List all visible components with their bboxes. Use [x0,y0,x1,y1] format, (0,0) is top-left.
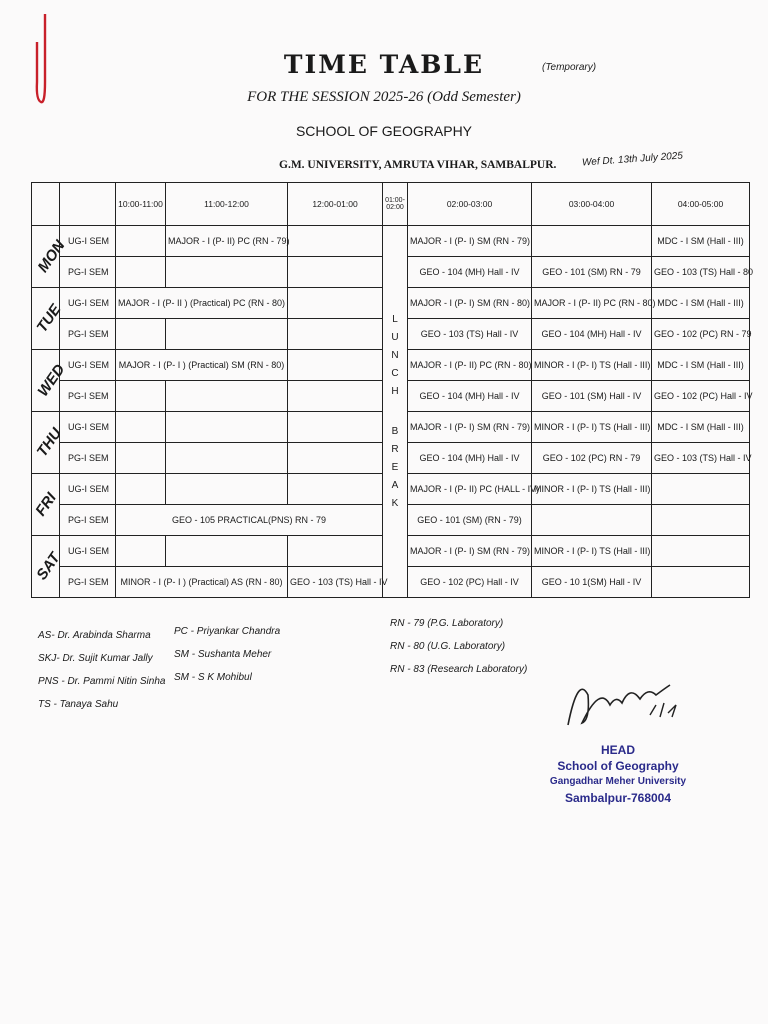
slot-cell: MINOR - I (P- I) TS (Hall - III) [532,412,652,443]
school-name: SCHOOL OF GEOGRAPHY [295,123,473,139]
wef-date: Wef Dt. 13th July 2025 [581,150,684,169]
slot-cell: GEO - 102 (PC) RN - 79 [532,443,652,474]
legend-item: PC - Priyankar Chandra [174,626,281,637]
session-line: FOR THE SESSION 2025-26 (Odd Semester) [247,89,521,105]
sem-label: PG-I SEM [60,319,116,350]
slot-cell: MINOR - I (P- I ) (Practical) AS (RN - 80) [116,567,288,598]
slot-cell: MDC - I SM (Hall - III) [652,288,750,319]
sem-label: PG-I SEM [60,505,116,536]
slot-cell: GEO - 104 (MH) Hall - IV [408,443,532,474]
time-header: 03:00-04:00 [532,183,652,226]
legend-item: RN - 83 (Research Laboratory) [390,664,528,675]
legend-teachers-2 [174,620,280,689]
sem-label: UG-I SEM [60,412,116,443]
slot-cell: GEO - 103 (TS) Hall - IV [408,319,532,350]
slot-cell: GEO - 103 (TS) Hall - IV [288,567,383,598]
sem-label: PG-I SEM [60,567,116,598]
university-name: G.M. UNIVERSITY, AMRUTA VIHAR, SAMBALPUR. [279,159,557,171]
temporary-note: (Temporary) [542,62,597,73]
signature [560,665,690,735]
slot-cell: MDC - I SM (Hall - III) [652,226,750,257]
day-label: MON [32,226,60,288]
sem-label: PG-I SEM [60,443,116,474]
sem-label: UG-I SEM [60,350,116,381]
slot-cell: MINOR - I (P- I) TS (Hall - III) [532,536,652,567]
table-row [32,226,750,257]
legend-item: RN - 79 (P.G. Laboratory) [390,618,504,629]
timetable [31,182,754,598]
slot-cell: GEO - 104 (MH) Hall - IV [532,319,652,350]
sem-label: UG-I SEM [60,474,116,505]
slot-cell: MAJOR - I (P- II) PC (RN - 80) [408,350,532,381]
slot-cell: GEO - 103 (TS) Hall - 80 [652,257,750,288]
slot-cell: MAJOR - I (P- II) PC (HALL - IV) [408,474,532,505]
legend-item: TS - Tanaya Sahu [38,699,119,710]
sem-label: UG-I SEM [60,536,116,567]
slot-cell: GEO - 104 (MH) Hall - IV [408,381,532,412]
legend-item: PNS - Dr. Pammi Nitin Sinha [38,676,166,687]
lunch-break: L U N C H B R E A K [383,226,408,598]
page-title: TIME TABLE [283,50,485,79]
sem-label: UG-I SEM [60,226,116,257]
time-header: 11:00-12:00 [166,183,288,226]
time-header: 12:00-01:00 [288,183,383,226]
slot-cell: GEO - 102 (PC) Hall - IV [408,567,532,598]
slot-cell: MAJOR - I (P- I) SM (RN - 80) [408,288,532,319]
day-label: TUE [32,288,60,350]
slot-cell: MAJOR - I (P- II) PC (RN - 80) [532,288,652,319]
slot-cell: MDC - I SM (Hall - III) [652,350,750,381]
slot-cell: MAJOR - I (P- I) SM (RN - 79) [408,226,532,257]
slot-cell: GEO - 101 (SM) RN - 79 [532,257,652,288]
slot-cell: GEO - 101 (SM) (RN - 79) [408,505,532,536]
slot-cell: MINOR - I (P- I) TS (Hall - III) [532,350,652,381]
day-label: SAT [32,536,60,598]
slot-cell: GEO - 102 (PC) RN - 79 [652,319,750,350]
slot-cell: MAJOR - I (P- I) SM (RN - 79) [408,536,532,567]
day-label: WED [32,350,60,412]
legend-item: AS- Dr. Arabinda Sharma [38,630,151,641]
slot-cell: MAJOR - I (P- II ) (Practical) PC (RN - 80) [116,288,288,319]
legend-item: RN - 80 (U.G. Laboratory) [390,641,506,652]
slot-cell: MINOR - I (P- I) TS (Hall - III) [532,474,652,505]
slot-cell: GEO - 105 PRACTICAL(PNS) RN - 79 [116,505,383,536]
header-row [32,183,750,226]
slot-cell: MAJOR - I (P- II) PC (RN - 79) [166,226,288,257]
time-header: 02:00-03:00 [408,183,532,226]
slot-cell: GEO - 10 1(SM) Hall - IV [532,567,652,598]
slot-cell: GEO - 102 (PC) Hall - IV [652,381,750,412]
office-stamp: HEAD School of Geography Gangadhar Meher University Sambalpur-768004 [549,743,687,805]
legend-teachers [38,624,165,716]
legend-item: SM - Sushanta Meher [174,649,272,660]
slot-cell: GEO - 103 (TS) Hall - IV [652,443,750,474]
slot-cell: MDC - I SM (Hall - III) [652,412,750,443]
day-label: THU [32,412,60,474]
legend-rooms [390,612,527,681]
slot-cell: GEO - 101 (SM) Hall - IV [532,381,652,412]
sem-label: PG-I SEM [60,257,116,288]
sem-label: PG-I SEM [60,381,116,412]
slot-cell: GEO - 104 (MH) Hall - IV [408,257,532,288]
day-label: FRI [32,474,60,536]
time-header: 04:00-05:00 [652,183,750,226]
legend-item: SKJ- Dr. Sujit Kumar Jally [38,653,153,664]
slot-cell: MAJOR - I (P- I) SM (RN - 79) [408,412,532,443]
time-header: 10:00-11:00 [116,183,166,226]
legend-item: SM - S K Mohibul [174,672,252,683]
sem-label: UG-I SEM [60,288,116,319]
slot-cell: MAJOR - I (P- I ) (Practical) SM (RN - 80) [116,350,288,381]
time-header: 01:00-02:00 [383,183,408,226]
